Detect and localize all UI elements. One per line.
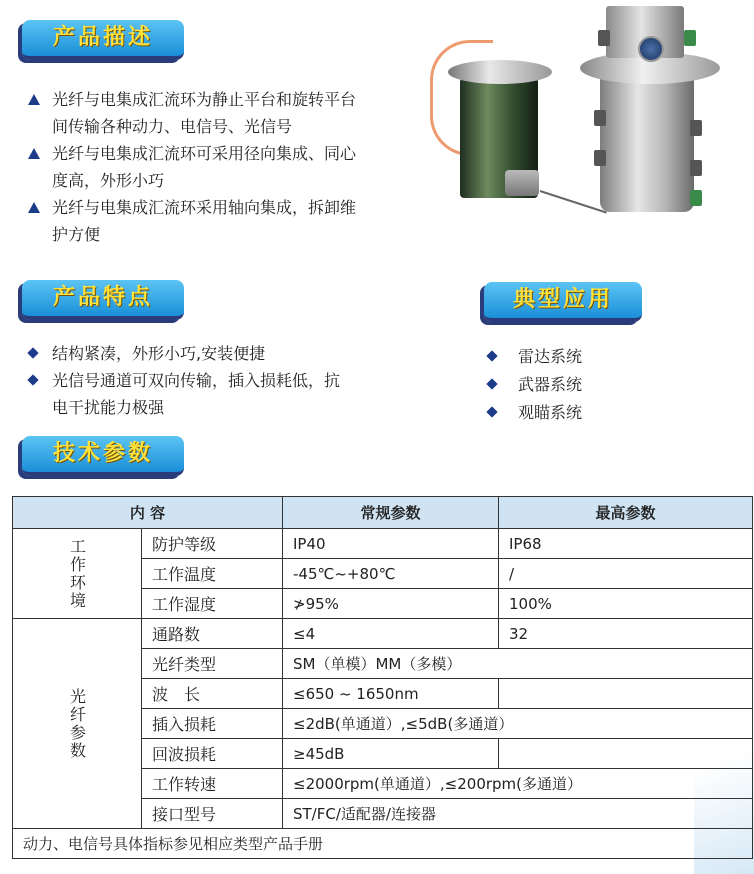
- param-label: 接口型号: [142, 799, 283, 829]
- feature-list: [26, 340, 426, 421]
- param-label: 光纤类型: [142, 649, 283, 679]
- category-cell: 光纤参数: [13, 619, 142, 829]
- param-label: 工作湿度: [142, 589, 283, 619]
- section-title-applications: 典型应用: [484, 282, 642, 322]
- list-item: [26, 140, 426, 194]
- param-normal: ≥45dB: [283, 739, 499, 769]
- param-max: [499, 679, 753, 709]
- param-max: [499, 739, 753, 769]
- param-max: /: [499, 559, 753, 589]
- list-item: [26, 340, 426, 367]
- section-title-features: 产品特点: [22, 280, 184, 320]
- list-item-text: 度高，外形小巧: [52, 171, 165, 190]
- list-item: [26, 86, 426, 140]
- list-item-text: 武器系统: [518, 375, 583, 394]
- param-normal: ≤4: [283, 619, 499, 649]
- section-title-specs: 技术参数: [22, 436, 184, 476]
- param-max: 100%: [499, 589, 753, 619]
- list-item-text: 间传输各种动力、电信号、光信号: [52, 117, 293, 136]
- param-normal: SM（单模）MM（多模）: [283, 649, 753, 679]
- header-content: 内 容: [13, 497, 283, 529]
- param-normal: ≤2dB(单通道）,≤5dB(多通道）: [283, 709, 753, 739]
- list-item-text: 光纤与电集成汇流环采用轴向集成，拆卸维: [52, 198, 357, 217]
- spec-table: [12, 496, 753, 859]
- list-item-text: 结构紧凑，外形小巧,安装便捷: [52, 344, 266, 363]
- param-label: 波 长: [142, 679, 283, 709]
- list-item-text: 护方便: [52, 225, 101, 244]
- list-item-text: 观瞄系统: [518, 403, 583, 422]
- param-normal: ≯95%: [283, 589, 499, 619]
- param-normal: ST/FC/适配器/连接器: [283, 799, 753, 829]
- param-label: 回波损耗: [142, 739, 283, 769]
- list-item-text: 电干扰能力极强: [52, 398, 165, 417]
- list-item-text: 光纤与电集成汇流环可采用径向集成、同心: [52, 144, 357, 163]
- table-row: [13, 619, 753, 649]
- list-item: [26, 367, 426, 421]
- list-item-text: 光纤与电集成汇流环为静止平台和旋转平台: [52, 90, 357, 109]
- list-item: [26, 194, 426, 248]
- list-item-text: 雷达系统: [518, 347, 583, 366]
- param-label: 插入损耗: [142, 709, 283, 739]
- param-normal: IP40: [283, 529, 499, 559]
- application-list: [484, 343, 704, 427]
- category-cell: 工作环境: [13, 529, 142, 619]
- param-max: 32: [499, 619, 753, 649]
- param-normal: ≤650 ~ 1650nm: [283, 679, 499, 709]
- list-item-text: 光信号通道可双向传输，插入损耗低，抗: [52, 371, 341, 390]
- header-normal: 常规参数: [283, 497, 499, 529]
- param-label: 工作温度: [142, 559, 283, 589]
- spec-table-header: [13, 497, 753, 529]
- header-max: 最高参数: [499, 497, 753, 529]
- param-normal: -45℃~+80℃: [283, 559, 499, 589]
- table-footer-note: 动力、电信号具体指标参见相应类型产品手册: [13, 829, 753, 859]
- list-item: [484, 399, 704, 427]
- list-item: [484, 371, 704, 399]
- param-label: 防护等级: [142, 529, 283, 559]
- param-max: IP68: [499, 529, 753, 559]
- param-normal: ≤2000rpm(单通道）,≤200rpm(多通道）: [283, 769, 753, 799]
- table-footer-row: [13, 829, 753, 859]
- param-label: 工作转速: [142, 769, 283, 799]
- table-row: [13, 529, 753, 559]
- section-title-description: 产品描述: [22, 20, 184, 60]
- description-list: [26, 86, 426, 248]
- param-label: 通路数: [142, 619, 283, 649]
- list-item: [484, 343, 704, 371]
